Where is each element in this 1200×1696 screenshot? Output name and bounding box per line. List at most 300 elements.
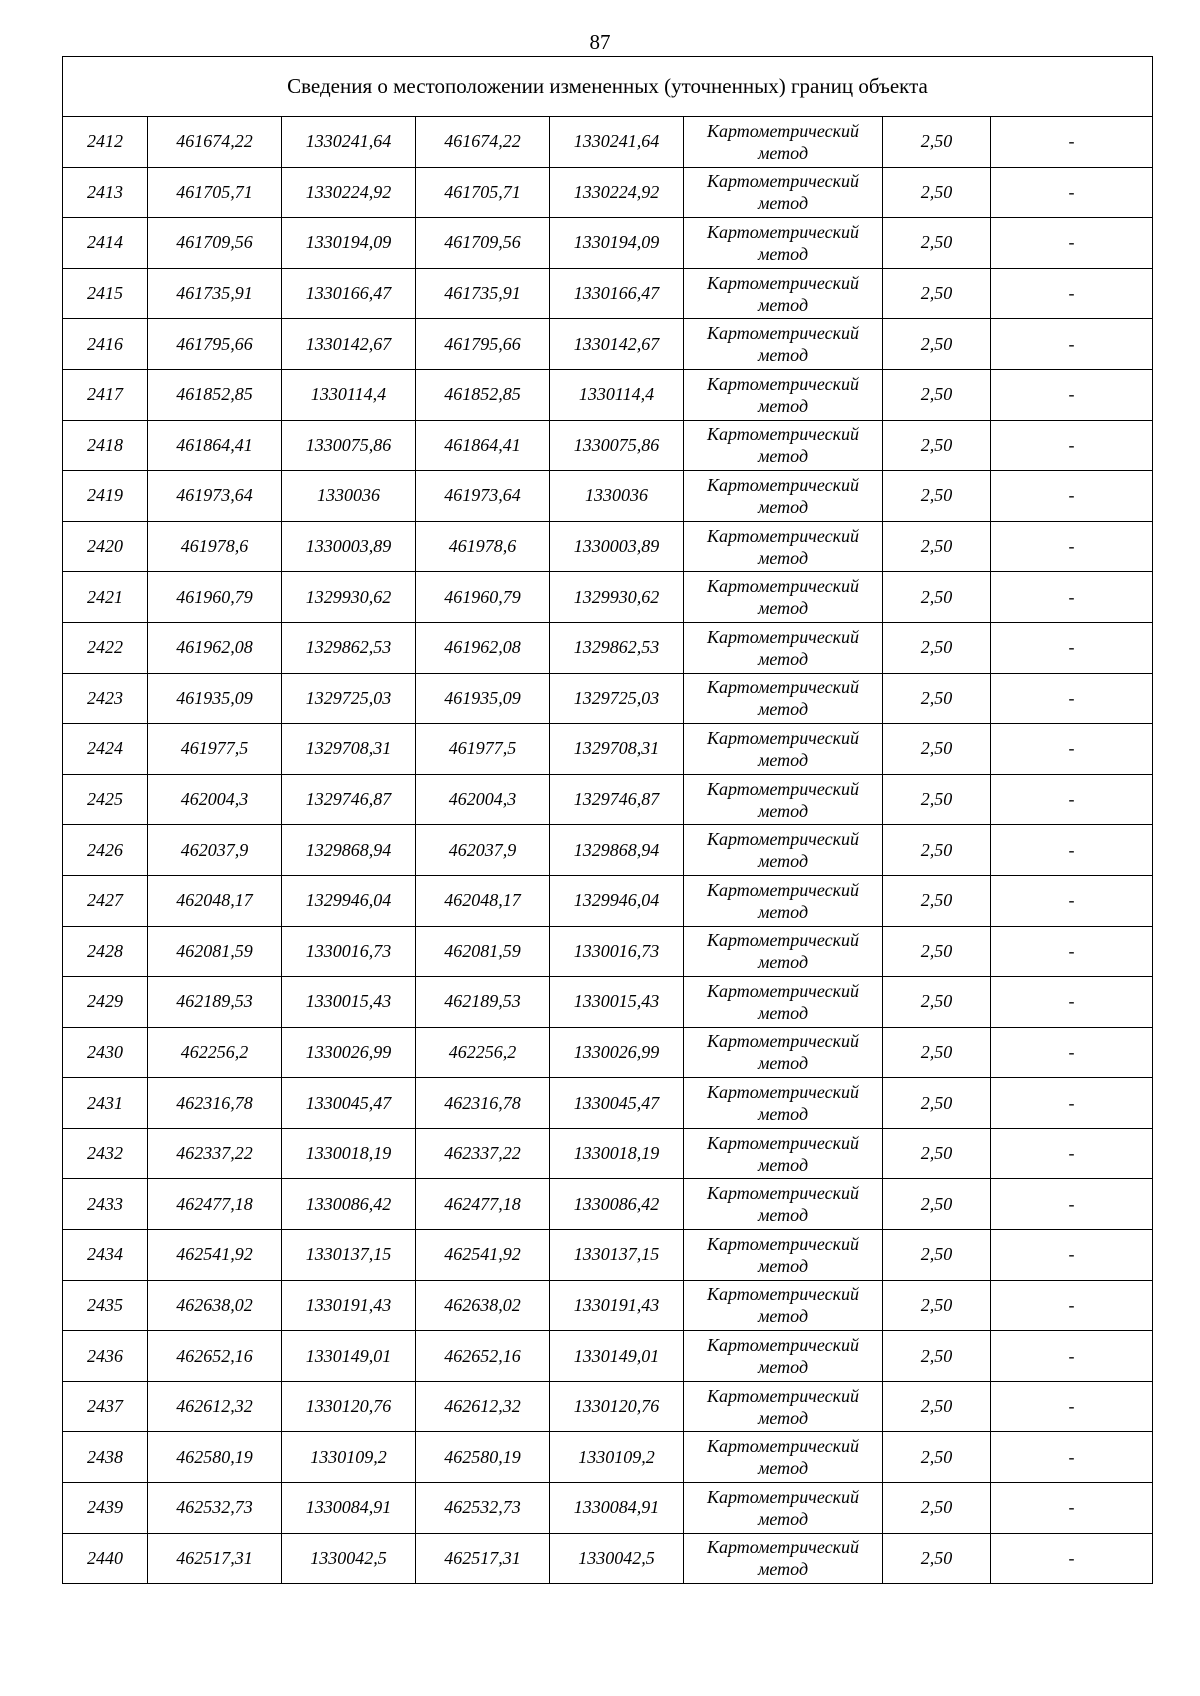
method-cell xyxy=(684,622,883,673)
method-cell xyxy=(684,369,883,420)
note-cell: - xyxy=(991,1230,1153,1281)
point-number-cell: 2435 xyxy=(63,1280,148,1331)
refined-x-cell: 462638,02 xyxy=(416,1280,550,1331)
method-text-line2: метод xyxy=(757,952,809,973)
method-text-line1: Картометрический xyxy=(706,1335,859,1356)
method-text-line1: Картометрический xyxy=(706,677,859,698)
accuracy-cell: 2,50 xyxy=(883,471,991,522)
method-text-line1: Картометрический xyxy=(706,272,859,293)
method-text-line1: Картометрический xyxy=(706,323,859,344)
method-text-line1: Картометрический xyxy=(706,1486,859,1507)
method-text-line1: Картометрический xyxy=(706,1082,859,1103)
existing-y-cell: 1329930,62 xyxy=(282,572,416,623)
note-cell: - xyxy=(991,673,1153,724)
refined-y-cell: 1330003,89 xyxy=(550,521,684,572)
refined-x-cell: 462612,32 xyxy=(416,1381,550,1432)
method-text-line1: Картометрический xyxy=(706,1183,859,1204)
existing-y-cell: 1330109,2 xyxy=(282,1432,416,1483)
refined-y-cell: 1330194,09 xyxy=(550,218,684,269)
refined-y-cell: 1330166,47 xyxy=(550,268,684,319)
method-text-line1: Картометрический xyxy=(706,980,859,1001)
method-text-line2: метод xyxy=(757,547,809,568)
method-text-line2: метод xyxy=(757,243,809,264)
point-number-cell: 2430 xyxy=(63,1027,148,1078)
existing-y-cell: 1329725,03 xyxy=(282,673,416,724)
method-cell xyxy=(684,1179,883,1230)
method-text-line2: метод xyxy=(757,1053,809,1074)
refined-y-cell: 1329725,03 xyxy=(550,673,684,724)
method-cell xyxy=(684,875,883,926)
note-cell: - xyxy=(991,167,1153,218)
refined-y-cell: 1329708,31 xyxy=(550,724,684,775)
method-cell xyxy=(684,1432,883,1483)
refined-x-cell: 461864,41 xyxy=(416,420,550,471)
existing-y-cell: 1330149,01 xyxy=(282,1331,416,1382)
accuracy-cell: 2,50 xyxy=(883,1128,991,1179)
note-cell: - xyxy=(991,1027,1153,1078)
method-text-line2: метод xyxy=(757,1306,809,1327)
table-body xyxy=(63,117,1153,1584)
method-text-line2: метод xyxy=(757,1357,809,1378)
existing-y-cell: 1330142,67 xyxy=(282,319,416,370)
table-row xyxy=(63,117,1153,168)
existing-x-cell: 462541,92 xyxy=(148,1230,282,1281)
refined-y-cell: 1330114,4 xyxy=(550,369,684,420)
refined-x-cell: 461973,64 xyxy=(416,471,550,522)
table-row xyxy=(63,875,1153,926)
point-number-cell: 2416 xyxy=(63,319,148,370)
refined-x-cell: 461674,22 xyxy=(416,117,550,168)
table-row xyxy=(63,1483,1153,1534)
refined-y-cell: 1330075,86 xyxy=(550,420,684,471)
existing-y-cell: 1330224,92 xyxy=(282,167,416,218)
refined-x-cell: 462189,53 xyxy=(416,977,550,1028)
method-cell xyxy=(684,167,883,218)
point-number-cell: 2418 xyxy=(63,420,148,471)
method-cell xyxy=(684,218,883,269)
existing-x-cell: 462189,53 xyxy=(148,977,282,1028)
method-text-line1: Картометрический xyxy=(706,474,859,495)
table-row xyxy=(63,673,1153,724)
existing-x-cell: 461962,08 xyxy=(148,622,282,673)
method-text-line1: Картометрический xyxy=(706,1385,859,1406)
refined-x-cell: 462541,92 xyxy=(416,1230,550,1281)
point-number-cell: 2420 xyxy=(63,521,148,572)
existing-y-cell: 1330166,47 xyxy=(282,268,416,319)
refined-y-cell: 1330086,42 xyxy=(550,1179,684,1230)
method-text-line1: Картометрический xyxy=(706,727,859,748)
refined-x-cell: 461795,66 xyxy=(416,319,550,370)
accuracy-cell: 2,50 xyxy=(883,1381,991,1432)
note-cell: - xyxy=(991,622,1153,673)
method-text-line1: Картометрический xyxy=(706,221,859,242)
method-cell xyxy=(684,1331,883,1382)
existing-y-cell: 1330241,64 xyxy=(282,117,416,168)
refined-y-cell: 1330142,67 xyxy=(550,319,684,370)
method-text-line2: метод xyxy=(757,1458,809,1479)
refined-x-cell: 462532,73 xyxy=(416,1483,550,1534)
existing-x-cell: 461978,6 xyxy=(148,521,282,572)
existing-y-cell: 1330036 xyxy=(282,471,416,522)
point-number-cell: 2419 xyxy=(63,471,148,522)
method-text-line1: Картометрический xyxy=(706,576,859,597)
refined-x-cell: 462652,16 xyxy=(416,1331,550,1382)
table-row xyxy=(63,774,1153,825)
refined-x-cell: 462580,19 xyxy=(416,1432,550,1483)
refined-x-cell: 462081,59 xyxy=(416,926,550,977)
method-cell xyxy=(684,1128,883,1179)
table-row xyxy=(63,521,1153,572)
accuracy-cell: 2,50 xyxy=(883,977,991,1028)
existing-x-cell: 461705,71 xyxy=(148,167,282,218)
existing-y-cell: 1329862,53 xyxy=(282,622,416,673)
accuracy-cell: 2,50 xyxy=(883,420,991,471)
existing-x-cell: 462081,59 xyxy=(148,926,282,977)
table-row xyxy=(63,1280,1153,1331)
existing-y-cell: 1330191,43 xyxy=(282,1280,416,1331)
table-row xyxy=(63,1179,1153,1230)
existing-x-cell: 461852,85 xyxy=(148,369,282,420)
table-row xyxy=(63,218,1153,269)
accuracy-cell: 2,50 xyxy=(883,369,991,420)
table-row xyxy=(63,1432,1153,1483)
note-cell: - xyxy=(991,825,1153,876)
note-cell: - xyxy=(991,319,1153,370)
refined-x-cell: 461935,09 xyxy=(416,673,550,724)
table-row xyxy=(63,1331,1153,1382)
refined-y-cell: 1329930,62 xyxy=(550,572,684,623)
point-number-cell: 2433 xyxy=(63,1179,148,1230)
method-text-line1: Картометрический xyxy=(706,373,859,394)
refined-x-cell: 461977,5 xyxy=(416,724,550,775)
accuracy-cell: 2,50 xyxy=(883,319,991,370)
method-text-line1: Картометрический xyxy=(706,171,859,192)
method-text-line2: метод xyxy=(757,1154,809,1175)
method-text-line2: метод xyxy=(757,851,809,872)
existing-y-cell: 1330114,4 xyxy=(282,369,416,420)
refined-y-cell: 1330109,2 xyxy=(550,1432,684,1483)
existing-x-cell: 462037,9 xyxy=(148,825,282,876)
refined-y-cell: 1330015,43 xyxy=(550,977,684,1028)
method-cell xyxy=(684,926,883,977)
refined-x-cell: 461735,91 xyxy=(416,268,550,319)
method-cell xyxy=(684,117,883,168)
accuracy-cell: 2,50 xyxy=(883,774,991,825)
refined-y-cell: 1330045,47 xyxy=(550,1078,684,1129)
method-text-line2: метод xyxy=(757,1508,809,1529)
accuracy-cell: 2,50 xyxy=(883,1533,991,1584)
existing-x-cell: 462612,32 xyxy=(148,1381,282,1432)
note-cell: - xyxy=(991,926,1153,977)
method-cell xyxy=(684,1533,883,1584)
existing-x-cell: 461709,56 xyxy=(148,218,282,269)
method-cell xyxy=(684,268,883,319)
refined-y-cell: 1330241,64 xyxy=(550,117,684,168)
existing-y-cell: 1330015,43 xyxy=(282,977,416,1028)
method-cell xyxy=(684,673,883,724)
method-text-line2: метод xyxy=(757,1205,809,1226)
method-cell xyxy=(684,1027,883,1078)
method-cell xyxy=(684,420,883,471)
existing-x-cell: 462316,78 xyxy=(148,1078,282,1129)
note-cell: - xyxy=(991,977,1153,1028)
accuracy-cell: 2,50 xyxy=(883,724,991,775)
method-text-line1: Картометрический xyxy=(706,1284,859,1305)
method-text-line2: метод xyxy=(757,446,809,467)
accuracy-cell: 2,50 xyxy=(883,825,991,876)
accuracy-cell: 2,50 xyxy=(883,1483,991,1534)
existing-y-cell: 1329946,04 xyxy=(282,875,416,926)
refined-y-cell: 1330224,92 xyxy=(550,167,684,218)
refined-y-cell: 1329946,04 xyxy=(550,875,684,926)
note-cell: - xyxy=(991,1280,1153,1331)
note-cell: - xyxy=(991,117,1153,168)
refined-x-cell: 462004,3 xyxy=(416,774,550,825)
existing-y-cell: 1329746,87 xyxy=(282,774,416,825)
method-cell xyxy=(684,572,883,623)
point-number-cell: 2413 xyxy=(63,167,148,218)
refined-x-cell: 461962,08 xyxy=(416,622,550,673)
table-row xyxy=(63,1027,1153,1078)
method-text-line2: метод xyxy=(757,1104,809,1125)
existing-x-cell: 462337,22 xyxy=(148,1128,282,1179)
existing-y-cell: 1330084,91 xyxy=(282,1483,416,1534)
table-row xyxy=(63,926,1153,977)
note-cell: - xyxy=(991,1078,1153,1129)
method-text-line2: метод xyxy=(757,699,809,720)
existing-x-cell: 461960,79 xyxy=(148,572,282,623)
refined-y-cell: 1329862,53 xyxy=(550,622,684,673)
existing-x-cell: 462004,3 xyxy=(148,774,282,825)
refined-x-cell: 461978,6 xyxy=(416,521,550,572)
accuracy-cell: 2,50 xyxy=(883,1027,991,1078)
method-text-line1: Картометрический xyxy=(706,778,859,799)
point-number-cell: 2439 xyxy=(63,1483,148,1534)
method-text-line2: метод xyxy=(757,345,809,366)
existing-y-cell: 1330018,19 xyxy=(282,1128,416,1179)
table-row xyxy=(63,319,1153,370)
existing-y-cell: 1329868,94 xyxy=(282,825,416,876)
existing-y-cell: 1330075,86 xyxy=(282,420,416,471)
table-row xyxy=(63,724,1153,775)
refined-y-cell: 1330191,43 xyxy=(550,1280,684,1331)
point-number-cell: 2431 xyxy=(63,1078,148,1129)
method-cell xyxy=(684,471,883,522)
method-cell xyxy=(684,1483,883,1534)
existing-x-cell: 461735,91 xyxy=(148,268,282,319)
existing-x-cell: 462517,31 xyxy=(148,1533,282,1584)
note-cell: - xyxy=(991,774,1153,825)
method-text-line1: Картометрический xyxy=(706,930,859,951)
refined-y-cell: 1329868,94 xyxy=(550,825,684,876)
note-cell: - xyxy=(991,875,1153,926)
method-text-line2: метод xyxy=(757,1407,809,1428)
existing-y-cell: 1330026,99 xyxy=(282,1027,416,1078)
existing-x-cell: 461935,09 xyxy=(148,673,282,724)
table-row xyxy=(63,622,1153,673)
existing-x-cell: 462532,73 xyxy=(148,1483,282,1534)
note-cell: - xyxy=(991,1331,1153,1382)
point-number-cell: 2423 xyxy=(63,673,148,724)
table-row xyxy=(63,1381,1153,1432)
point-number-cell: 2424 xyxy=(63,724,148,775)
existing-y-cell: 1330016,73 xyxy=(282,926,416,977)
refined-y-cell: 1330016,73 xyxy=(550,926,684,977)
method-text-line2: метод xyxy=(757,193,809,214)
method-cell xyxy=(684,1381,883,1432)
table-row xyxy=(63,572,1153,623)
point-number-cell: 2438 xyxy=(63,1432,148,1483)
point-number-cell: 2414 xyxy=(63,218,148,269)
existing-x-cell: 462652,16 xyxy=(148,1331,282,1382)
refined-y-cell: 1330120,76 xyxy=(550,1381,684,1432)
table-row xyxy=(63,1230,1153,1281)
point-number-cell: 2434 xyxy=(63,1230,148,1281)
accuracy-cell: 2,50 xyxy=(883,1432,991,1483)
existing-y-cell: 1330086,42 xyxy=(282,1179,416,1230)
refined-y-cell: 1329746,87 xyxy=(550,774,684,825)
refined-x-cell: 461960,79 xyxy=(416,572,550,623)
accuracy-cell: 2,50 xyxy=(883,268,991,319)
method-text-line2: метод xyxy=(757,1255,809,1276)
refined-x-cell: 462316,78 xyxy=(416,1078,550,1129)
note-cell: - xyxy=(991,268,1153,319)
accuracy-cell: 2,50 xyxy=(883,572,991,623)
refined-x-cell: 462517,31 xyxy=(416,1533,550,1584)
existing-x-cell: 461674,22 xyxy=(148,117,282,168)
method-text-line1: Картометрический xyxy=(706,1537,859,1558)
note-cell: - xyxy=(991,218,1153,269)
table-row xyxy=(63,977,1153,1028)
accuracy-cell: 2,50 xyxy=(883,218,991,269)
method-cell xyxy=(684,319,883,370)
refined-y-cell: 1330018,19 xyxy=(550,1128,684,1179)
note-cell: - xyxy=(991,471,1153,522)
method-text-line2: метод xyxy=(757,749,809,770)
accuracy-cell: 2,50 xyxy=(883,1230,991,1281)
refined-x-cell: 461705,71 xyxy=(416,167,550,218)
existing-x-cell: 461977,5 xyxy=(148,724,282,775)
refined-y-cell: 1330036 xyxy=(550,471,684,522)
point-number-cell: 2421 xyxy=(63,572,148,623)
table-row xyxy=(63,268,1153,319)
refined-x-cell: 462037,9 xyxy=(416,825,550,876)
accuracy-cell: 2,50 xyxy=(883,167,991,218)
existing-y-cell: 1329708,31 xyxy=(282,724,416,775)
existing-y-cell: 1330137,15 xyxy=(282,1230,416,1281)
table-row xyxy=(63,1078,1153,1129)
refined-y-cell: 1330137,15 xyxy=(550,1230,684,1281)
table-row xyxy=(63,471,1153,522)
method-text-line1: Картометрический xyxy=(706,879,859,900)
point-number-cell: 2436 xyxy=(63,1331,148,1382)
method-text-line2: метод xyxy=(757,648,809,669)
boundary-coordinates-table xyxy=(62,56,1153,1584)
note-cell: - xyxy=(991,1179,1153,1230)
method-text-line2: метод xyxy=(757,901,809,922)
note-cell: - xyxy=(991,1128,1153,1179)
accuracy-cell: 2,50 xyxy=(883,622,991,673)
note-cell: - xyxy=(991,1381,1153,1432)
method-text-line1: Картометрический xyxy=(706,829,859,850)
accuracy-cell: 2,50 xyxy=(883,926,991,977)
method-text-line1: Картометрический xyxy=(706,120,859,141)
method-text-line2: метод xyxy=(757,496,809,517)
accuracy-cell: 2,50 xyxy=(883,117,991,168)
existing-y-cell: 1330042,5 xyxy=(282,1533,416,1584)
point-number-cell: 2427 xyxy=(63,875,148,926)
table-row xyxy=(63,369,1153,420)
existing-x-cell: 462580,19 xyxy=(148,1432,282,1483)
point-number-cell: 2437 xyxy=(63,1381,148,1432)
existing-x-cell: 461795,66 xyxy=(148,319,282,370)
accuracy-cell: 2,50 xyxy=(883,1331,991,1382)
refined-x-cell: 461709,56 xyxy=(416,218,550,269)
method-cell xyxy=(684,1230,883,1281)
method-text-line2: метод xyxy=(757,142,809,163)
method-text-line2: метод xyxy=(757,1559,809,1580)
method-text-line1: Картометрический xyxy=(706,1132,859,1153)
existing-y-cell: 1330045,47 xyxy=(282,1078,416,1129)
table-row xyxy=(63,1128,1153,1179)
refined-x-cell: 462256,2 xyxy=(416,1027,550,1078)
refined-x-cell: 462477,18 xyxy=(416,1179,550,1230)
point-number-cell: 2422 xyxy=(63,622,148,673)
note-cell: - xyxy=(991,572,1153,623)
point-number-cell: 2415 xyxy=(63,268,148,319)
accuracy-cell: 2,50 xyxy=(883,875,991,926)
method-text-line2: метод xyxy=(757,598,809,619)
method-text-line2: метод xyxy=(757,395,809,416)
point-number-cell: 2417 xyxy=(63,369,148,420)
refined-y-cell: 1330026,99 xyxy=(550,1027,684,1078)
refined-x-cell: 462048,17 xyxy=(416,875,550,926)
point-number-cell: 2412 xyxy=(63,117,148,168)
method-text-line1: Картометрический xyxy=(706,1031,859,1052)
method-text-line2: метод xyxy=(757,800,809,821)
existing-x-cell: 461864,41 xyxy=(148,420,282,471)
note-cell: - xyxy=(991,420,1153,471)
existing-y-cell: 1330003,89 xyxy=(282,521,416,572)
refined-y-cell: 1330042,5 xyxy=(550,1533,684,1584)
existing-x-cell: 462477,18 xyxy=(148,1179,282,1230)
table-row xyxy=(63,1533,1153,1584)
method-cell xyxy=(684,825,883,876)
existing-x-cell: 461973,64 xyxy=(148,471,282,522)
method-text-line2: метод xyxy=(757,294,809,315)
method-cell xyxy=(684,1280,883,1331)
accuracy-cell: 2,50 xyxy=(883,1078,991,1129)
note-cell: - xyxy=(991,369,1153,420)
existing-x-cell: 462256,2 xyxy=(148,1027,282,1078)
note-cell: - xyxy=(991,724,1153,775)
note-cell: - xyxy=(991,1432,1153,1483)
method-text-line1: Картометрический xyxy=(706,1436,859,1457)
accuracy-cell: 2,50 xyxy=(883,1179,991,1230)
refined-y-cell: 1330084,91 xyxy=(550,1483,684,1534)
point-number-cell: 2440 xyxy=(63,1533,148,1584)
accuracy-cell: 2,50 xyxy=(883,1280,991,1331)
existing-x-cell: 462638,02 xyxy=(148,1280,282,1331)
existing-y-cell: 1330120,76 xyxy=(282,1381,416,1432)
method-cell xyxy=(684,774,883,825)
accuracy-cell: 2,50 xyxy=(883,521,991,572)
note-cell: - xyxy=(991,1483,1153,1534)
table-row xyxy=(63,167,1153,218)
method-cell xyxy=(684,521,883,572)
point-number-cell: 2432 xyxy=(63,1128,148,1179)
note-cell: - xyxy=(991,521,1153,572)
